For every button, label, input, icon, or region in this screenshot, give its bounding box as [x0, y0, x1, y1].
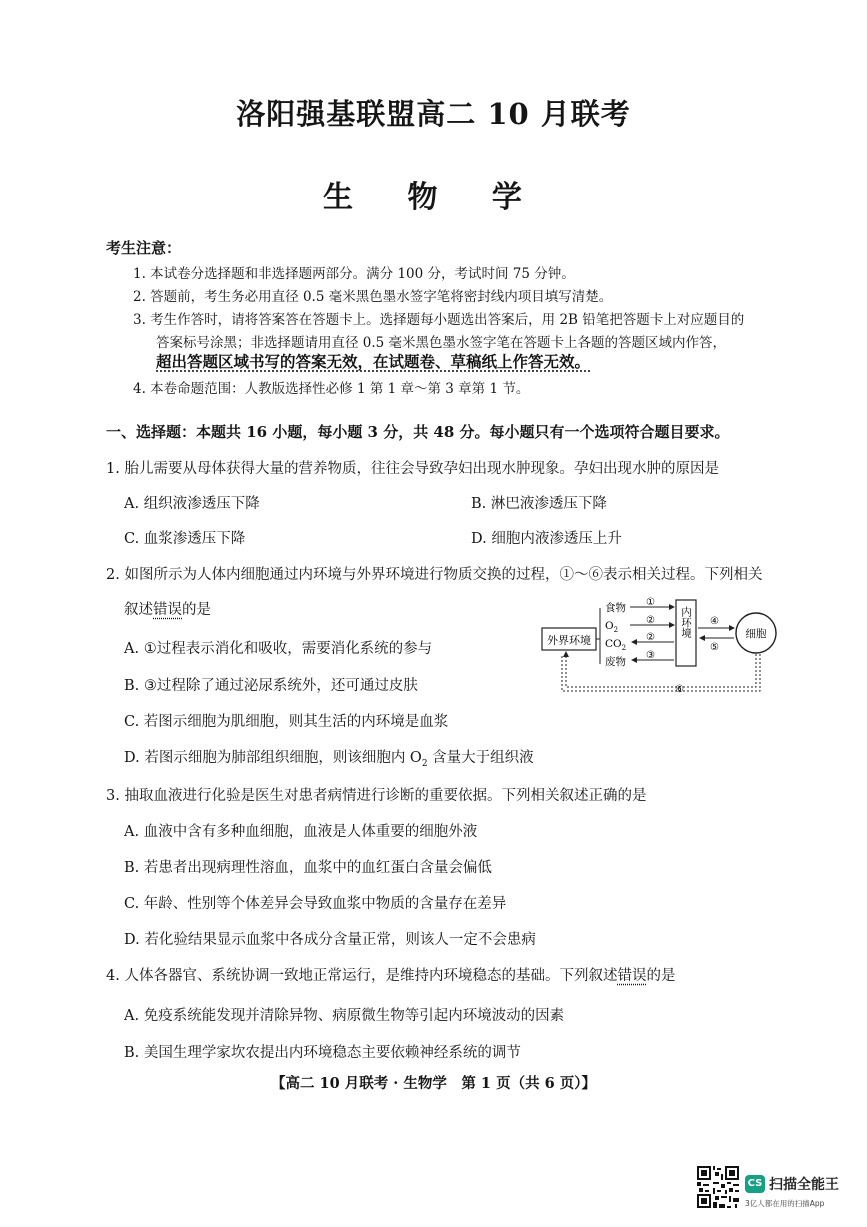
q2-option-a: A. ①过程表示消化和吸收，需要消化系统的参与: [124, 641, 433, 657]
q3-option-b: B. 若患者出现病理性溶血，血浆中的血红蛋白含量会偏低: [124, 860, 492, 876]
q1-stem: 1. 胎儿需要从母体获得大量的营养物质，往往会导致孕妇出现水肿现象。孕妇出现水肿的原因是: [106, 461, 719, 477]
page-footer: 【高二 10 月联考 · 生物学 第 1 页（共 6 页）】: [270, 1075, 597, 1092]
section-heading: 一、选择题：本题共 16 小题，每小题 3 分，共 48 分。每小题只有一个选项符合题目要求。: [106, 423, 730, 441]
outer-env-label: 外界环境: [547, 634, 591, 647]
q4-option-b: B. 美国生理学家坎农提出内环境稳态主要依赖神经系统的调节: [124, 1045, 521, 1061]
inner-env-label: 内环境: [680, 606, 692, 638]
q2-stem-line1: 2. 如图所示为人体内细胞通过内环境与外界环境进行物质交换的过程，①～⑥表示相关过程。下列相关: [106, 567, 763, 583]
q1-option-b: B. 淋巴液渗透压下降: [471, 496, 607, 512]
exchange-diagram: [536, 596, 790, 696]
q2-stem-emphasis: 错误: [153, 602, 182, 618]
co2-text: CO: [605, 638, 622, 650]
camscanner-tagline: 3亿人都在用的扫描App: [745, 1199, 825, 1208]
q2-option-c: C. 若图示细胞为肌细胞，则其生活的内环境是血浆: [124, 714, 449, 730]
q2-option-d-post: 含量大于组织液: [427, 750, 534, 766]
q4-option-a: A. 免疫系统能发现并清除异物、病原微生物等引起内环境波动的因素: [124, 1008, 565, 1024]
q2-stem-pre: 叙述: [124, 602, 153, 618]
camscanner-brand: 扫描全能王: [769, 1177, 839, 1193]
q3-stem: 3. 抽取血液进行化验是医生对患者病情进行诊断的重要依据。下列相关叙述正确的是: [106, 788, 647, 804]
subject-title: 生 物 学: [323, 180, 544, 215]
q4-stem-post: 的是: [646, 968, 676, 984]
exam-title: 洛阳强基联盟高二 10 月联考: [236, 97, 631, 131]
o2-text: O: [605, 620, 614, 632]
q1-option-d: D. 细胞内液渗透压上升: [471, 531, 622, 547]
notice-heading: 考生注意：: [106, 239, 182, 257]
notice-item-3-cont: 答案标号涂黑；非选择题请用直径 0.5 毫米黑色墨水签字笔在答题卡上各题的答题区域内作答，: [156, 335, 727, 351]
q3-option-c: C. 年龄、性别等个体差异会导致血浆中物质的含量存在差异: [124, 896, 507, 912]
notice-item-3: 3. 考生作答时，请将答案答在答题卡上。选择题每小题选出答案后，用 2B 铅笔把答题卡上对应题目的: [133, 312, 745, 328]
notice-item-2: 2. 答题前，考生务必用直径 0.5 毫米黑色墨水签字笔将密封线内项目填写清楚。: [133, 289, 613, 305]
camscanner-logo-icon: CS: [745, 1175, 765, 1193]
q1-option-c: C. 血浆渗透压下降: [124, 531, 246, 547]
q2-stem-line2: [124, 598, 211, 619]
o2-sub: 2: [613, 626, 619, 634]
q1-option-a: A. 组织液渗透压下降: [124, 496, 260, 512]
notice-item-3-emphasis: 超出答题区域书写的答案无效，在试题卷、草稿纸上作答无效。: [156, 353, 591, 371]
num-2b: ②: [646, 632, 655, 643]
num-2: ②: [646, 615, 655, 626]
q3-option-d: D. 若化验结果显示血浆中各成分含量正常，则该人一定不会患病: [124, 932, 536, 948]
num-3: ③: [646, 650, 655, 661]
qr-code-icon: [697, 1166, 739, 1208]
o2-label: [605, 620, 618, 634]
q2-option-d: [124, 746, 534, 769]
notice-item-4: 4. 本卷命题范围：人教版选择性必修 1 第 1 章～第 3 章第 1 节。: [133, 381, 530, 397]
q2-option-d-sub: 2: [421, 758, 428, 769]
notice-item-1: 1. 本试卷分选择题和非选择题两部分。满分 100 分，考试时间 75 分钟。: [133, 266, 575, 282]
num-6: ⑥: [675, 684, 684, 695]
cell-label: 细胞: [745, 628, 767, 640]
waste-label: 废物: [605, 656, 626, 668]
co2-label: [605, 638, 626, 652]
q3-option-a: A. 血液中含有多种血细胞，血液是人体重要的细胞外液: [124, 824, 478, 840]
q4-stem: [106, 964, 675, 985]
q4-stem-emphasis: 错误: [617, 968, 647, 984]
food-label: 食物: [605, 602, 626, 614]
q4-stem-pre: 4. 人体各器官、系统协调一致地正常运行，是维持内环境稳态的基础。下列叙述: [106, 968, 618, 984]
num-4: ④: [710, 616, 719, 627]
num-1: ①: [646, 597, 655, 608]
arrow-6-path: [566, 652, 756, 687]
q2-stem-post: 的是: [182, 602, 211, 618]
q2-option-b: B. ③过程除了通过泌尿系统外，还可通过皮肤: [124, 678, 418, 694]
q2-option-d-pre: D. 若图示细胞为肺部组织细胞，则该细胞内 O: [124, 750, 422, 766]
num-5: ⑤: [710, 642, 719, 653]
co2-sub: 2: [621, 644, 627, 652]
